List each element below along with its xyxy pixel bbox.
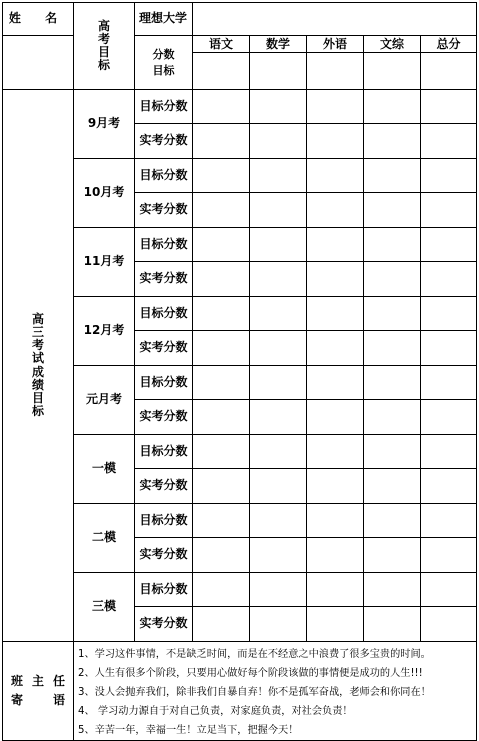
score-cell[interactable] [250, 262, 307, 297]
teacher-message-line: 4、 学习动力源自于对自己负责，对家庭负责，对社会负责！ [78, 706, 353, 717]
score-cell[interactable] [250, 159, 307, 193]
teacher-messages [74, 642, 477, 741]
score-cell[interactable] [364, 469, 421, 504]
score-cell[interactable] [307, 193, 364, 228]
score-cell[interactable] [364, 435, 421, 469]
score-cell[interactable] [364, 366, 421, 400]
score-cell[interactable] [307, 504, 364, 538]
score-cell[interactable] [250, 228, 307, 262]
score-cell[interactable] [250, 400, 307, 435]
score-cell[interactable] [307, 90, 364, 124]
teacher-message-label: 班 主 任 寄 语 [3, 642, 74, 741]
target-score-label: 目标分数 [135, 159, 193, 193]
target-score-label: 目标分数 [135, 297, 193, 331]
ideal-university-input[interactable] [193, 3, 477, 36]
teacher-message-line: 3、没人会抛弃我们，除非我们自暴自弃！你不是孤军奋战，老师会和你同在！ [78, 687, 431, 698]
score-cell[interactable] [307, 228, 364, 262]
score-cell[interactable] [421, 90, 477, 124]
target-score-label: 目标分数 [135, 366, 193, 400]
score-cell[interactable] [421, 228, 477, 262]
score-cell[interactable] [421, 159, 477, 193]
exam-name: 10月考 [74, 159, 135, 228]
subject-goal-input[interactable] [250, 53, 306, 89]
score-cell[interactable] [193, 538, 250, 573]
score-cell[interactable] [193, 400, 250, 435]
score-cell[interactable] [364, 297, 421, 331]
subject-goal-input[interactable] [421, 53, 476, 89]
target-score-label: 目标分数 [135, 435, 193, 469]
score-cell[interactable] [307, 124, 364, 159]
subject-label: 外语 [307, 36, 363, 53]
score-cell[interactable] [250, 607, 307, 642]
score-cell[interactable] [307, 538, 364, 573]
score-cell[interactable] [421, 573, 477, 607]
actual-score-label: 实考分数 [135, 538, 193, 573]
subject-goal-input[interactable] [193, 53, 249, 89]
subject-goal-input[interactable] [307, 53, 363, 89]
subject-label: 数学 [250, 36, 306, 53]
subject-header [364, 36, 421, 90]
actual-score-label: 实考分数 [135, 607, 193, 642]
teacher-message-line: 5、辛苦一年，幸福一生！立足当下，把握今天！ [78, 725, 299, 736]
score-cell[interactable] [421, 331, 477, 366]
score-cell[interactable] [193, 297, 250, 331]
score-cell[interactable] [193, 90, 250, 124]
score-cell[interactable] [364, 90, 421, 124]
score-cell[interactable] [250, 573, 307, 607]
score-cell[interactable] [421, 538, 477, 573]
score-cell[interactable] [193, 124, 250, 159]
actual-score-label: 实考分数 [135, 262, 193, 297]
exam-name: 一模 [74, 435, 135, 504]
score-cell[interactable] [193, 504, 250, 538]
score-cell[interactable] [421, 504, 477, 538]
actual-score-label: 实考分数 [135, 331, 193, 366]
exam-name: 11月考 [74, 228, 135, 297]
actual-score-label: 实考分数 [135, 124, 193, 159]
score-cell[interactable] [250, 366, 307, 400]
score-cell[interactable] [193, 228, 250, 262]
target-score-label: 目标分数 [135, 228, 193, 262]
exam-name: 9月考 [74, 90, 135, 159]
score-cell[interactable] [307, 331, 364, 366]
score-cell[interactable] [364, 262, 421, 297]
score-cell[interactable] [193, 262, 250, 297]
subject-header [193, 36, 250, 90]
score-cell[interactable] [421, 193, 477, 228]
exam-name: 12月考 [74, 297, 135, 366]
score-cell[interactable] [364, 573, 421, 607]
score-cell[interactable] [421, 262, 477, 297]
subject-label: 语文 [193, 36, 249, 53]
score-cell[interactable] [421, 124, 477, 159]
score-cell[interactable] [193, 469, 250, 504]
score-cell[interactable] [364, 193, 421, 228]
name-label: 姓 名 [3, 3, 74, 36]
score-cell[interactable] [364, 538, 421, 573]
score-cell[interactable] [250, 435, 307, 469]
score-cell[interactable] [421, 366, 477, 400]
actual-score-label: 实考分数 [135, 469, 193, 504]
score-cell[interactable] [421, 435, 477, 469]
name-input[interactable] [3, 36, 74, 90]
score-cell[interactable] [193, 435, 250, 469]
score-cell[interactable] [421, 400, 477, 435]
score-cell[interactable] [307, 262, 364, 297]
score-cell[interactable] [364, 331, 421, 366]
score-cell[interactable] [193, 159, 250, 193]
score-cell[interactable] [250, 469, 307, 504]
score-goal-label: 分数目标 [135, 36, 193, 90]
score-cell[interactable] [364, 124, 421, 159]
score-cell[interactable] [193, 366, 250, 400]
score-cell[interactable] [364, 228, 421, 262]
score-cell[interactable] [250, 124, 307, 159]
score-cell[interactable] [250, 297, 307, 331]
score-cell[interactable] [250, 331, 307, 366]
subject-label: 总分 [421, 36, 476, 53]
score-cell[interactable] [250, 90, 307, 124]
score-goal-table [2, 2, 477, 741]
subject-label: 文综 [364, 36, 420, 53]
score-cell[interactable] [307, 159, 364, 193]
score-cell[interactable] [193, 607, 250, 642]
score-cell[interactable] [307, 607, 364, 642]
score-cell[interactable] [364, 504, 421, 538]
score-cell[interactable] [250, 538, 307, 573]
subject-header [421, 36, 477, 90]
score-cell[interactable] [193, 193, 250, 228]
score-cell[interactable] [421, 607, 477, 642]
target-score-label: 目标分数 [135, 504, 193, 538]
score-cell[interactable] [307, 469, 364, 504]
score-cell[interactable] [364, 607, 421, 642]
actual-score-label: 实考分数 [135, 193, 193, 228]
subject-header [307, 36, 364, 90]
score-cell[interactable] [364, 400, 421, 435]
score-cell[interactable] [307, 400, 364, 435]
score-cell[interactable] [307, 366, 364, 400]
score-cell[interactable] [250, 504, 307, 538]
exam-name: 三模 [74, 573, 135, 642]
score-cell[interactable] [250, 193, 307, 228]
subject-header [250, 36, 307, 90]
score-cell[interactable] [307, 297, 364, 331]
target-score-label: 目标分数 [135, 90, 193, 124]
score-cell[interactable] [421, 469, 477, 504]
target-score-label: 目标分数 [135, 573, 193, 607]
actual-score-label: 实考分数 [135, 400, 193, 435]
exam-name: 二模 [74, 504, 135, 573]
ideal-university-label: 理想大学 [135, 3, 193, 36]
score-cell[interactable] [421, 297, 477, 331]
goal-label: 高 考 目 标 [74, 3, 135, 90]
score-cell[interactable] [307, 435, 364, 469]
score-cell[interactable] [307, 573, 364, 607]
teacher-message-line: 1、学习这件事情，不是缺乏时间，而是在不经意之中浪费了很多宝贵的时间。 [78, 649, 431, 660]
score-cell[interactable] [193, 573, 250, 607]
teacher-message-line: 2、人生有很多个阶段，只要用心做好每个阶段该做的事情便是成功的人生!!! [78, 668, 423, 679]
exam-name: 元月考 [74, 366, 135, 435]
subject-goal-input[interactable] [364, 53, 420, 89]
score-cell[interactable] [193, 331, 250, 366]
section-label: 高 三 考 试 成 绩 目 标 [3, 90, 74, 642]
score-cell[interactable] [364, 159, 421, 193]
